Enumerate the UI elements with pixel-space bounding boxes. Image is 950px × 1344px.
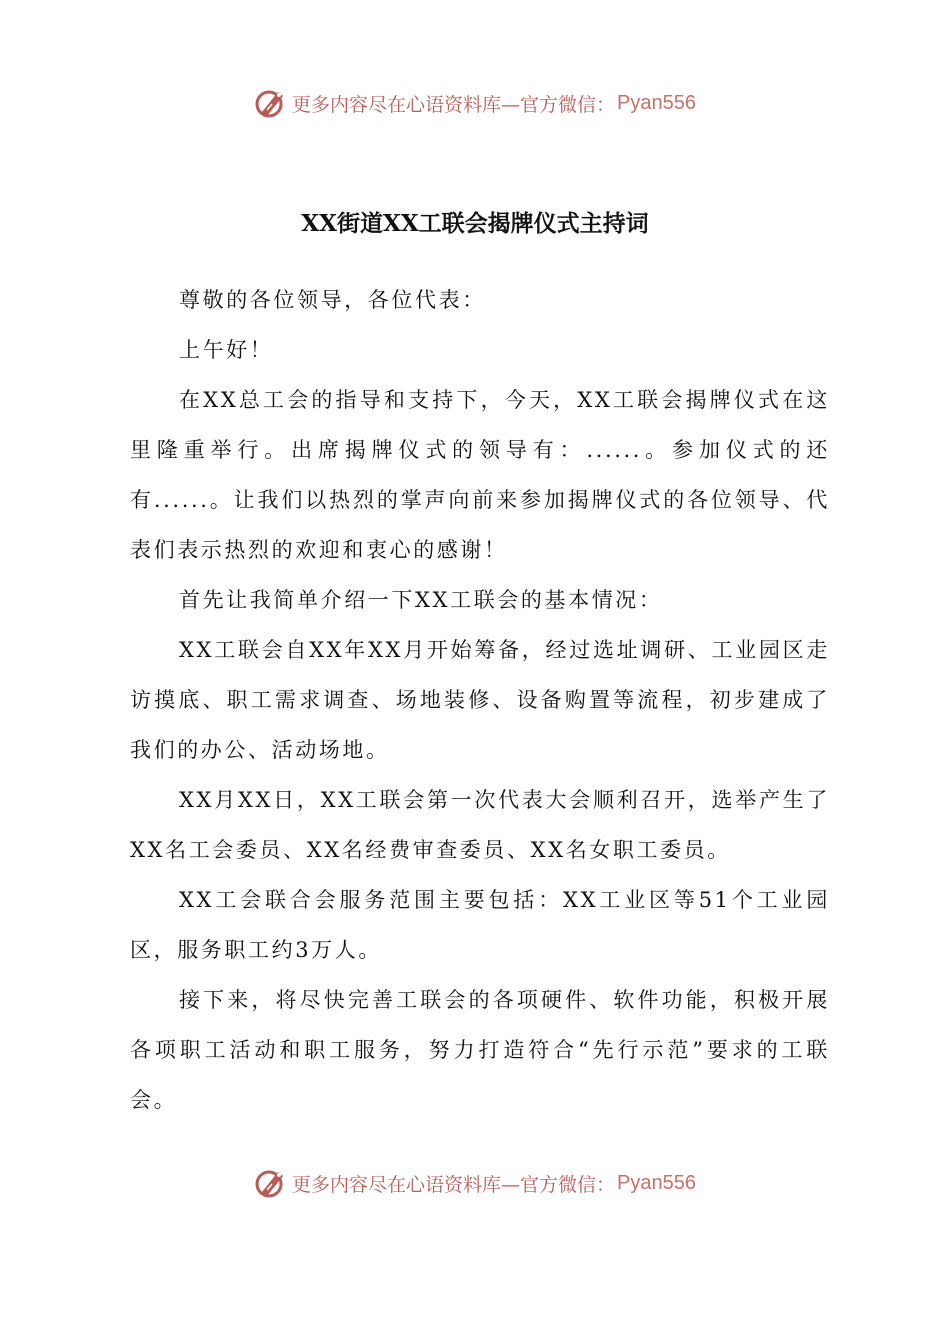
document-title: XX街道XX工联会揭牌仪式主持词 bbox=[301, 210, 649, 237]
pen-nib-circle-icon bbox=[254, 1166, 288, 1200]
document-body bbox=[130, 275, 830, 1125]
paragraph-opening: 在XX总工会的指导和支持下，今天，XX工联会揭牌仪式在这里隆重举行。出席揭牌仪式的领导有：......。参加仪式的还有......。让我们以热烈的掌声向前来参加揭牌仪式的各位领导、代表们表示热烈的欢迎和衷心的感谢！ bbox=[130, 388, 830, 562]
paragraph-intro: 首先让我简单介绍一下XX工联会的基本情况： bbox=[179, 588, 663, 612]
pen-nib-circle-icon bbox=[254, 86, 288, 120]
watermark-wechat-id: Pyan556 bbox=[617, 1171, 696, 1194]
watermark-wechat-id: Pyan556 bbox=[617, 91, 696, 114]
watermark-text: 更多内容尽在心语资料库—官方微信： bbox=[292, 93, 616, 116]
paragraph-service-scope: XX工会联合会服务范围主要包括：XX工业区等51个工业园区，服务职工约3万人。 bbox=[130, 888, 830, 962]
watermark-text: 更多内容尽在心语资料库—官方微信： bbox=[292, 1173, 616, 1196]
paragraph-congress: XX月XX日，XX工联会第一次代表大会顺利召开，选举产生了XX名工会委员、XX名经费审查委员、XX名女职工委员。 bbox=[130, 788, 830, 862]
header-watermark-banner bbox=[0, 83, 950, 123]
paragraph-salutation: 尊敬的各位领导，各位代表： bbox=[179, 288, 486, 312]
footer-watermark-banner bbox=[0, 1163, 950, 1203]
paragraph-next-steps: 接下来，将尽快完善工联会的各项硬件、软件功能，积极开展各项职工活动和职工服务，努力打造符合“先行示范”要求的工联会。 bbox=[130, 988, 830, 1112]
paragraph-greeting: 上午好！ bbox=[179, 338, 274, 362]
paragraph-preparation: XX工联会自XX年XX月开始筹备，经过选址调研、工业园区走访摸底、职工需求调查、场地装修、设备购置等流程，初步建成了我们的办公、活动场地。 bbox=[130, 638, 830, 762]
